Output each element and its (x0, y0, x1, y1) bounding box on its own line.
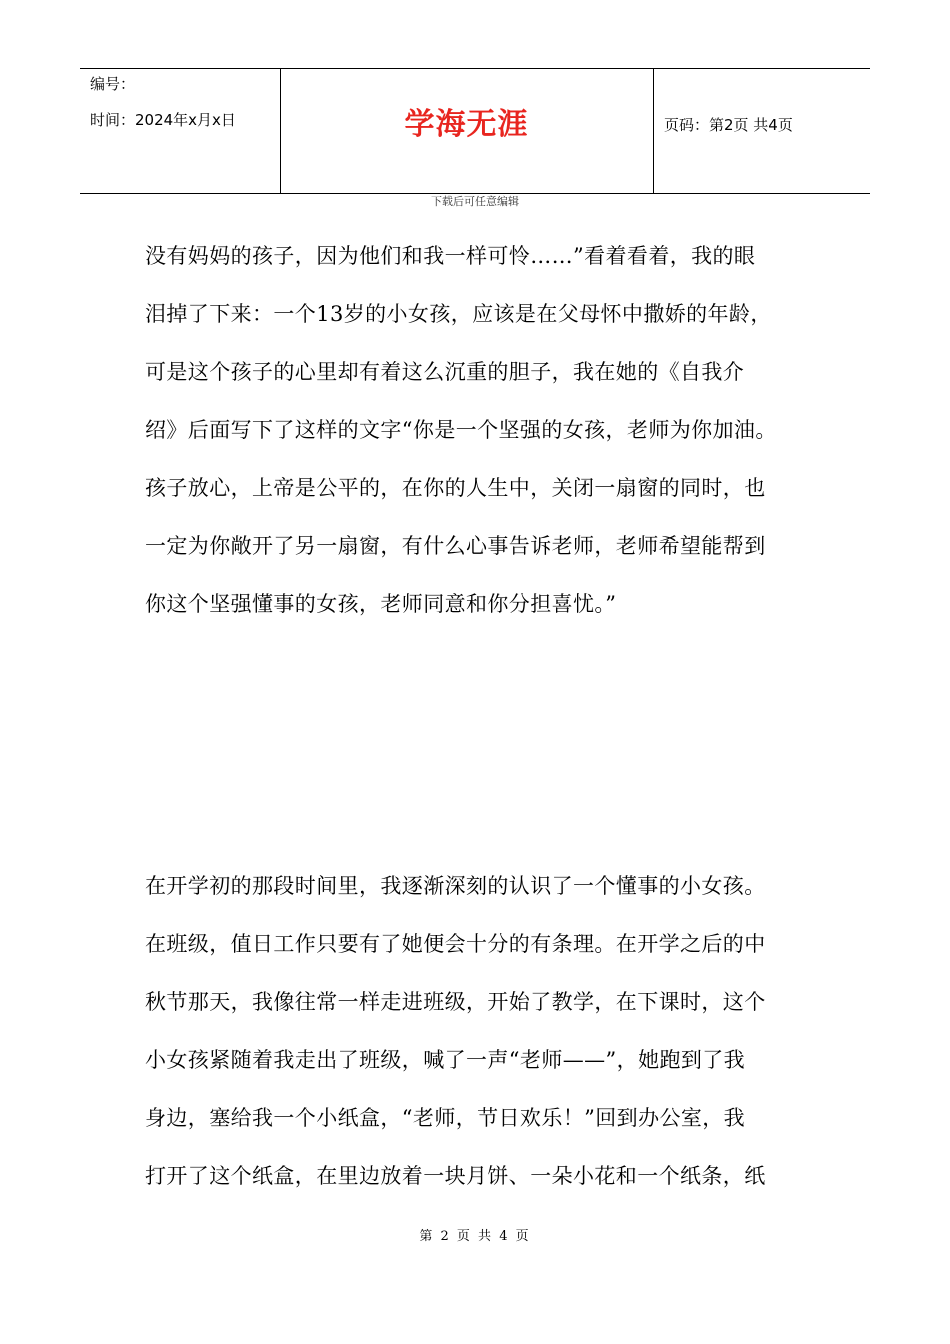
editable-note: 下载后可任意编辑 (431, 195, 519, 208)
text-line: 身边，塞给我一个小纸盒，“老师，节日欢乐！”回到办公室，我 (145, 1106, 746, 1130)
text-line: 小女孩紧随着我走出了班级，喊了一声“老师——”，她跑到了我 (145, 1048, 746, 1072)
document-number-label: 编号： (90, 75, 136, 93)
text-line: 你这个坚强懂事的女孩，老师同意和你分担喜忧。” (145, 592, 617, 616)
text-line: 在班级，值日工作只要有了她便会十分的有条理。在开学之后的中 (145, 932, 766, 956)
header-page-info: 页码：第2页 共4页 (664, 116, 793, 134)
text-line: 孩子放心，上帝是公平的，在你的人生中，关闭一扇窗的同时，也 (145, 476, 766, 500)
page-footer: 第 2 页 共 4 页 (419, 1229, 531, 1244)
body-paragraph-2 (145, 872, 825, 1220)
text-line: 在开学初的那段时间里，我逐渐深刻的认识了一个懂事的小女孩。 (145, 874, 766, 898)
header-table (80, 68, 870, 194)
header-divider-right (653, 69, 654, 193)
text-line: 绍》后面写下了这样的文字“你是一个坚强的女孩，老师为你加油。 (145, 418, 777, 442)
document-time-label: 时间：2024年x月x日 (90, 111, 236, 129)
body-paragraph-1 (145, 242, 825, 648)
text-line: 一定为你敞开了另一扇窗，有什么心事告诉老师，老师希望能帮到 (145, 534, 766, 558)
text-line: 可是这个孩子的心里却有着这么沉重的胆子，我在她的《自我介 (145, 360, 745, 384)
text-line: 秋节那天，我像往常一样走进班级，开始了教学，在下课时，这个 (145, 990, 766, 1014)
text-line: 泪掉了下来：一个13岁的小女孩，应该是在父母怀中撒娇的年龄， (145, 302, 772, 326)
header-title: 学海无涯 (404, 107, 529, 142)
text-line: 打开了这个纸盒，在里边放着一块月饼、一朵小花和一个纸条，纸 (145, 1164, 766, 1188)
text-line: 没有妈妈的孩子，因为他们和我一样可怜……”看着看着，我的眼 (145, 244, 756, 268)
